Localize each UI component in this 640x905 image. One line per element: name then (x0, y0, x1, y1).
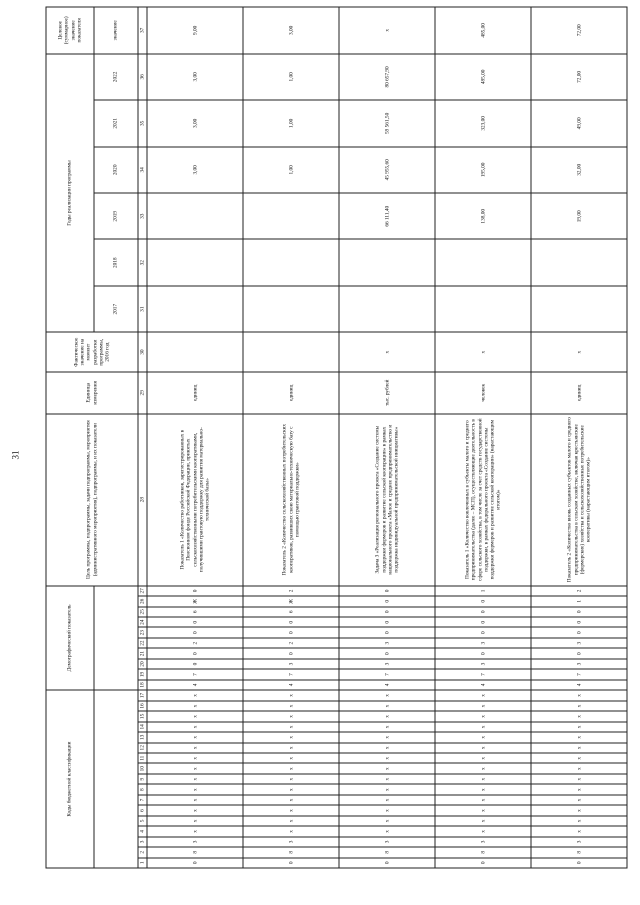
column-number: 19 (138, 669, 147, 679)
code-cell: x (339, 711, 435, 721)
code-cell: x (435, 701, 531, 711)
indicator-text: Показатель 1 «Количество вовлеченных в субъекты малого и среднего предпринимательства (далее – МСП), осуществляющие деятельность в сфере сельского хозяйства, в том числе за счет средств государственной поддержки, в рамках федерального проекта «Создание системы поддержки фермеров и развитие сельской кооперации» (нарастающим итогом)» (435, 414, 531, 586)
year-header: 2017 (94, 286, 138, 332)
column-number: 22 (138, 638, 147, 648)
code-cell: x (147, 711, 243, 721)
code-cell: x (435, 743, 531, 753)
code-cell: x (243, 795, 339, 805)
code-cell: x (435, 732, 531, 742)
code-cell: 0 (435, 596, 531, 606)
demographic-header: Демографический показатель (46, 586, 94, 691)
code-cell: 0 (147, 617, 243, 627)
code-cell: 3 (243, 659, 339, 669)
code-cell: 6 (243, 607, 339, 617)
base-year-cell: x (531, 332, 627, 371)
column-number: 33 (138, 193, 147, 239)
code-cell: 2 (243, 638, 339, 648)
code-cell: 0 (531, 607, 627, 617)
column-number: 16 (138, 701, 147, 711)
code-cell: x (435, 774, 531, 784)
code-cell: x (339, 753, 435, 763)
code-cell: x (243, 711, 339, 721)
code-cell: x (147, 784, 243, 794)
code-cell: x (531, 690, 627, 701)
code-cell: x (531, 816, 627, 826)
column-number: 14 (138, 722, 147, 732)
column-number: 35 (138, 100, 147, 146)
code-cell: 0 (531, 858, 627, 868)
year-header: 2022 (94, 54, 138, 101)
year-value-cell: 195,00 (435, 147, 531, 193)
code-cell: 0 (243, 648, 339, 658)
code-cell: x (531, 753, 627, 763)
code-cell: x (435, 826, 531, 836)
code-cell: 3 (339, 659, 435, 669)
code-cell: x (531, 805, 627, 815)
code-cell: 0 (531, 617, 627, 627)
column-number: 21 (138, 648, 147, 658)
code-cell: x (339, 795, 435, 805)
code-cell: x (531, 722, 627, 732)
year-value-cell: 3,00 (147, 147, 243, 193)
program-indicators-table (46, 7, 628, 869)
base-year-cell: x (339, 332, 435, 371)
code-cell: 0 (435, 607, 531, 617)
years-group-header: Годы реализации программы (46, 54, 94, 333)
column-number: 4 (138, 826, 147, 836)
code-cell: x (435, 795, 531, 805)
target-value-cell: 9,00 (147, 7, 243, 54)
table-row (435, 7, 531, 868)
budget-codes-header: Коды бюджетной классификации (46, 690, 94, 868)
indicator-text: Показатель 1 «Количество работников, зарегистрированных в Пенсионном фонде Российской Федерации, принятых сельскохозяйственными потребительскими кооперативами, получившими грантовую поддержку для развития материально-технической базы» (147, 414, 243, 586)
year-header: 2021 (94, 100, 138, 146)
target-subheader: значение (94, 7, 138, 54)
column-number: 7 (138, 795, 147, 805)
code-cell: x (147, 763, 243, 773)
year-value-cell: 19,00 (531, 193, 627, 239)
code-cell: x (531, 774, 627, 784)
code-cell: x (339, 722, 435, 732)
year-value-cell: 1,00 (243, 147, 339, 193)
code-cell: 0 (243, 627, 339, 637)
code-cell: 0 (531, 627, 627, 637)
code-cell: x (147, 795, 243, 805)
column-number: 27 (138, 586, 147, 596)
unit-cell: тыс. рублей (339, 372, 435, 414)
column-number: 24 (138, 617, 147, 627)
indicator-text: Показатель 2 «Количество вновь созданных субъектов малого и среднего предпринимательства в сельском хозяйстве, включая крестьянские (фермерские) хозяйства и сельскохозяйственные потребительские кооперативы (нарастающим итогом)» (531, 414, 627, 586)
code-cell: x (243, 753, 339, 763)
code-cell: 4 (243, 680, 339, 690)
column-number: 13 (138, 732, 147, 742)
code-cell: x (147, 743, 243, 753)
year-value-cell: 49,00 (531, 100, 627, 146)
code-cell: x (531, 732, 627, 742)
code-cell: x (435, 690, 531, 701)
code-cell: 4 (339, 680, 435, 690)
code-cell: 2 (243, 586, 339, 596)
code-cell: 8 (147, 847, 243, 857)
column-number: 2 (138, 847, 147, 857)
target-header: Целевое (суммарное) значение показателя (46, 7, 94, 54)
code-cell: x (147, 826, 243, 836)
code-cell: x (339, 805, 435, 815)
year-value-cell: 1,00 (243, 54, 339, 101)
code-cell: 0 (147, 648, 243, 658)
code-cell: x (243, 805, 339, 815)
code-cell: x (147, 690, 243, 701)
code-cell: 3 (243, 837, 339, 847)
code-cell: 2 (531, 586, 627, 596)
year-header: 2020 (94, 147, 138, 193)
target-value-cell: x (339, 7, 435, 54)
table-row (531, 7, 627, 868)
code-cell: 0 (243, 858, 339, 868)
code-cell: 0 (339, 617, 435, 627)
code-cell: 0 (147, 659, 243, 669)
code-cell: 3 (435, 638, 531, 648)
column-number: 1 (138, 858, 147, 868)
code-cell: x (243, 743, 339, 753)
year-value-cell: 1,00 (243, 100, 339, 146)
column-number: 29 (138, 372, 147, 414)
budget-codes-subheader (94, 690, 138, 868)
code-cell: 3 (531, 638, 627, 648)
code-cell: x (147, 805, 243, 815)
base-year-cell (243, 332, 339, 371)
code-cell: x (435, 722, 531, 732)
code-cell: x (243, 816, 339, 826)
code-cell: 7 (243, 669, 339, 679)
code-cell: x (435, 763, 531, 773)
year-value-cell (435, 286, 531, 332)
code-cell: 0 (147, 858, 243, 868)
header-row-top (46, 7, 94, 868)
column-number: 9 (138, 774, 147, 784)
code-cell: 0 (435, 627, 531, 637)
code-cell: 0 (147, 627, 243, 637)
column-number: 32 (138, 240, 147, 286)
code-cell: x (531, 701, 627, 711)
year-value-cell (435, 240, 531, 286)
year-value-cell: 485,00 (435, 54, 531, 101)
column-number: 31 (138, 286, 147, 332)
column-number: 37 (138, 7, 147, 54)
code-cell: 3 (147, 837, 243, 847)
column-number: 8 (138, 784, 147, 794)
unit-cell: единиц (147, 372, 243, 414)
code-cell: x (147, 722, 243, 732)
code-cell: x (339, 826, 435, 836)
program-name-header: Цель программы, подпрограммы, задачи подпрограммы, мероприятия (административного мероприятия), подпрограммы, и их показатели (46, 414, 138, 586)
table-row (243, 7, 339, 868)
code-cell: 3 (531, 659, 627, 669)
code-cell: x (435, 784, 531, 794)
code-cell: 0 (339, 596, 435, 606)
code-cell: 0 (435, 858, 531, 868)
code-cell: 0 (435, 648, 531, 658)
code-cell: x (243, 763, 339, 773)
code-cell: x (339, 732, 435, 742)
column-number: 6 (138, 805, 147, 815)
table-row (147, 7, 243, 868)
code-cell: x (531, 784, 627, 794)
page-number: 31 (10, 450, 21, 460)
column-number: 10 (138, 763, 147, 773)
column-number: 11 (138, 753, 147, 763)
code-cell: 0 (339, 586, 435, 596)
year-header: 2019 (94, 193, 138, 239)
year-value-cell (339, 240, 435, 286)
year-value-cell (339, 286, 435, 332)
indicator-text: Задача 3 «Реализация регионального проекта «Создание системы поддержки фермеров и развитие сельской кооперации» в рамках национального проекта «Малое и среднее предпринимательство и поддержка индивидуальной предпринимательской инициативы» (339, 414, 435, 586)
code-cell: x (243, 722, 339, 732)
code-cell: Ж (147, 596, 243, 606)
unit-cell: человек (435, 372, 531, 414)
code-cell: 0 (339, 627, 435, 637)
code-cell: 3 (531, 837, 627, 847)
year-value-cell (147, 240, 243, 286)
code-cell: Ж (243, 596, 339, 606)
unit-header: Единица измерения (46, 372, 138, 414)
code-cell: 0 (531, 648, 627, 658)
base-year-header: Фактическое значение на момент разработки программы, 2016 год (46, 332, 138, 371)
code-cell: x (435, 711, 531, 721)
code-cell: x (531, 763, 627, 773)
code-cell: 3 (339, 638, 435, 648)
column-number: 17 (138, 690, 147, 701)
demographic-subheader (94, 586, 138, 691)
column-number: 18 (138, 680, 147, 690)
code-cell: 0 (339, 648, 435, 658)
code-cell: 4 (147, 680, 243, 690)
code-cell: 1 (435, 586, 531, 596)
code-cell: x (339, 784, 435, 794)
indicator-text: Показатель 2 «Количество сельскохозяйственных потребительских кооперативов, развивших свою материально-техническую базу с помощью грантовой поддержки» (243, 414, 339, 586)
year-value-cell (243, 286, 339, 332)
code-cell: 0 (147, 586, 243, 596)
code-cell: 8 (243, 847, 339, 857)
code-cell: x (243, 701, 339, 711)
code-cell: 7 (147, 669, 243, 679)
column-number: 20 (138, 659, 147, 669)
code-cell: 0 (243, 617, 339, 627)
code-cell: 3 (435, 659, 531, 669)
column-number: 23 (138, 627, 147, 637)
year-value-cell: 3,00 (147, 54, 243, 101)
code-cell: 7 (531, 669, 627, 679)
year-value-cell (531, 240, 627, 286)
code-cell: 4 (435, 680, 531, 690)
code-cell: 1 (531, 596, 627, 606)
base-year-cell (147, 332, 243, 371)
code-cell: 3 (339, 837, 435, 847)
code-cell: x (531, 795, 627, 805)
code-cell: x (339, 743, 435, 753)
code-cell: 0 (339, 858, 435, 868)
code-cell: 8 (339, 847, 435, 857)
code-cell: 0 (339, 607, 435, 617)
code-cell: x (243, 732, 339, 742)
base-year-cell: x (435, 332, 531, 371)
column-number: 15 (138, 711, 147, 721)
code-cell: 7 (339, 669, 435, 679)
code-cell: 3 (435, 837, 531, 847)
year-value-cell (147, 193, 243, 239)
code-cell: x (435, 753, 531, 763)
year-value-cell: 45 955,60 (339, 147, 435, 193)
column-number: 36 (138, 54, 147, 101)
code-cell: x (339, 763, 435, 773)
year-value-cell (243, 193, 339, 239)
column-numbers-row (138, 7, 147, 868)
code-cell: 7 (435, 669, 531, 679)
code-cell: 8 (531, 847, 627, 857)
column-number: 30 (138, 332, 147, 371)
year-value-cell: 323,00 (435, 100, 531, 146)
unit-cell: единиц (531, 372, 627, 414)
target-value-cell: 3,00 (243, 7, 339, 54)
code-cell: x (531, 826, 627, 836)
column-number: 5 (138, 816, 147, 826)
year-value-cell: 80 657,90 (339, 54, 435, 101)
rotated-page-content (1, 0, 640, 905)
column-number: 25 (138, 607, 147, 617)
year-value-cell: 72,00 (531, 54, 627, 101)
code-cell: x (243, 774, 339, 784)
unit-cell: единиц (243, 372, 339, 414)
year-value-cell: 3,00 (147, 100, 243, 146)
code-cell: x (147, 774, 243, 784)
year-value-cell: 32,00 (531, 147, 627, 193)
column-number: 34 (138, 147, 147, 193)
code-cell: x (435, 816, 531, 826)
year-header: 2018 (94, 240, 138, 286)
year-value-cell (147, 286, 243, 332)
column-number: 12 (138, 743, 147, 753)
code-cell: x (147, 753, 243, 763)
year-value-cell (531, 286, 627, 332)
code-cell: x (339, 774, 435, 784)
code-cell: 2 (147, 638, 243, 648)
code-cell: x (147, 732, 243, 742)
column-number: 3 (138, 837, 147, 847)
year-value-cell (243, 240, 339, 286)
code-cell: x (147, 701, 243, 711)
column-number: 26 (138, 596, 147, 606)
code-cell: 6 (147, 607, 243, 617)
code-cell: x (147, 816, 243, 826)
table-row (339, 7, 435, 868)
code-cell: 8 (435, 847, 531, 857)
code-cell: x (531, 711, 627, 721)
code-cell: x (243, 784, 339, 794)
code-cell: x (339, 701, 435, 711)
code-cell: 4 (531, 680, 627, 690)
year-value-cell: 66 111,40 (339, 193, 435, 239)
code-cell: x (243, 826, 339, 836)
code-cell: x (435, 805, 531, 815)
year-value-cell: 138,00 (435, 193, 531, 239)
code-cell: x (243, 690, 339, 701)
target-value-cell: 72,00 (531, 7, 627, 54)
code-cell: x (339, 690, 435, 701)
column-number: 28 (138, 414, 147, 586)
code-cell: x (531, 743, 627, 753)
code-cell: x (339, 816, 435, 826)
target-value-cell: 485,00 (435, 7, 531, 54)
code-cell: 0 (435, 617, 531, 627)
year-value-cell: 59 561,50 (339, 100, 435, 146)
